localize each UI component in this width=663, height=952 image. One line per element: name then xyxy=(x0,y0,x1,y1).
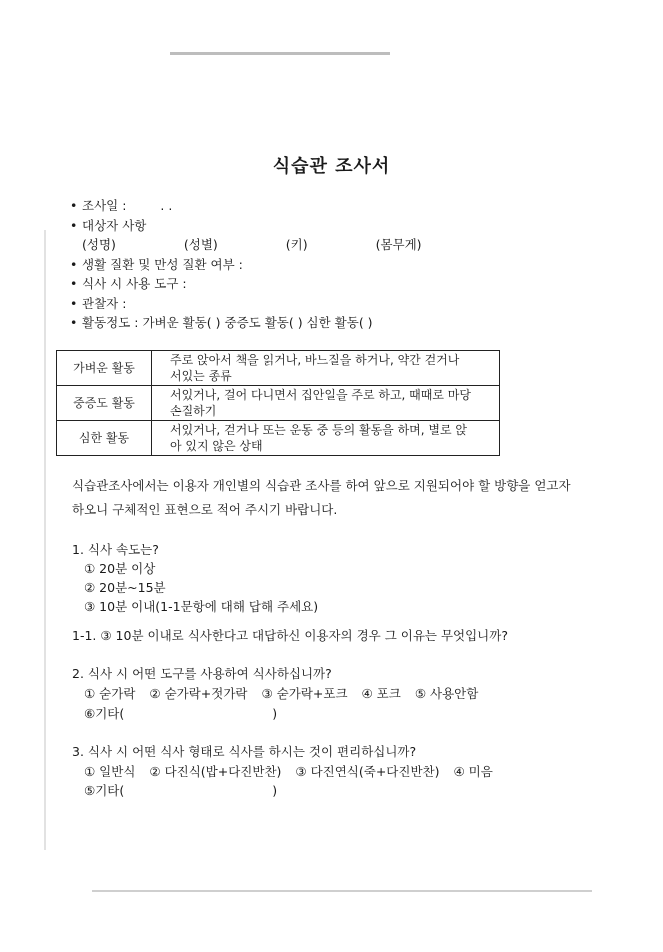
subject-fields xyxy=(82,235,422,253)
q1-option-1[interactable]: ① 20분 이상 xyxy=(84,561,156,576)
table-row xyxy=(57,351,500,386)
activity-line xyxy=(70,313,373,331)
q2-other xyxy=(84,704,277,722)
subject-line xyxy=(70,216,146,234)
tools-line xyxy=(70,274,187,292)
table-row xyxy=(57,421,500,456)
tools-label: 식사 시 사용 도구 : xyxy=(82,276,187,291)
q2-other-label[interactable]: ⑥기타( xyxy=(84,706,125,721)
bullet: • xyxy=(70,218,78,233)
q3-options xyxy=(84,762,493,780)
activity-label: 활동정도 : 가벼운 활동( ) 중증도 활동( ) 심한 활동( ) xyxy=(82,315,373,330)
scan-edge-left xyxy=(44,230,46,850)
question-2: 2. 식사 시 어떤 도구를 사용하여 식사하십니까? xyxy=(72,666,332,681)
q3-option-2[interactable]: ② 다진식(밥+다진반찬) xyxy=(149,764,282,779)
observer-label: 관찰자 : xyxy=(82,296,127,311)
gender-label: (성별) xyxy=(183,237,218,252)
page-title: 식습관 조사서 xyxy=(272,156,391,177)
q3-other xyxy=(84,781,277,799)
subject-label: 대상자 사항 xyxy=(82,218,147,233)
bullet: • xyxy=(70,296,78,311)
activity-level-label: 중증도 활동 xyxy=(57,386,152,421)
scan-edge-bottom xyxy=(92,890,592,892)
question-1-1: 1-1. ③ 10분 이내로 식사한다고 대답하신 이용자의 경우 그 이유는 무엇입니까? xyxy=(72,628,508,643)
intro-line-1: 식습관조사에서는 이용자 개인별의 식습관 조사를 하여 앞으로 지원되어야 할 방향을 얻고자 xyxy=(72,478,571,493)
q2-other-close: ) xyxy=(272,706,278,721)
survey-date-line xyxy=(70,196,172,214)
question-1: 1. 식사 속도는? xyxy=(72,542,159,557)
disease-line xyxy=(70,255,243,273)
intro-line-2: 하오니 구체적인 표현으로 적어 주시기 바랍니다. xyxy=(72,502,338,517)
q3-other-label[interactable]: ⑤기타( xyxy=(84,783,125,798)
q3-other-close: ) xyxy=(272,783,278,798)
q1-option-3[interactable]: ③ 10분 이내(1-1문항에 대해 답해 주세요) xyxy=(84,599,319,614)
disease-label: 생활 질환 및 만성 질환 여부 : xyxy=(82,257,243,272)
table-row xyxy=(57,386,500,421)
question-3: 3. 식사 시 어떤 식사 형태로 식사를 하시는 것이 편리하십니까? xyxy=(72,744,417,759)
q2-option-3[interactable]: ③ 숟가락+포크 xyxy=(261,686,348,701)
q1-option-2[interactable]: ② 20분~15분 xyxy=(84,580,166,595)
height-label: (키) xyxy=(285,237,308,252)
activity-level-label: 가벼운 활동 xyxy=(57,351,152,386)
activity-level-label: 심한 활동 xyxy=(57,421,152,456)
weight-label: (몸무게) xyxy=(375,237,422,252)
bullet: • xyxy=(70,315,78,330)
name-label: (성명) xyxy=(82,237,116,252)
survey-date-label: 조사일 : xyxy=(82,198,127,213)
scan-edge-top xyxy=(170,52,390,55)
q3-option-1[interactable]: ① 일반식 xyxy=(84,764,136,779)
observer-line xyxy=(70,294,126,312)
q3-option-4[interactable]: ④ 미음 xyxy=(453,764,493,779)
bullet: • xyxy=(70,257,78,272)
activity-table xyxy=(56,350,500,456)
q2-option-1[interactable]: ① 숟가락 xyxy=(84,686,136,701)
q2-options xyxy=(84,684,478,702)
activity-level-desc: 주로 앉아서 책을 읽거나, 바느질을 하거나, 약간 걷거나 서있는 종류 xyxy=(152,351,500,386)
bullet: • xyxy=(70,276,78,291)
bullet: • xyxy=(70,198,78,213)
activity-level-desc: 서있거나, 걷거나 또는 운동 중 등의 활동을 하며, 별로 앉 아 있지 않은 상태 xyxy=(152,421,500,456)
activity-level-desc: 서있거나, 걸어 다니면서 집안일을 주로 하고, 때때로 마당 손질하기 xyxy=(152,386,500,421)
intro-paragraph xyxy=(72,474,632,522)
q2-option-2[interactable]: ② 숟가락+젓가락 xyxy=(149,686,248,701)
survey-date-dots: . . xyxy=(160,198,173,213)
q3-option-3[interactable]: ③ 다진연식(죽+다진반찬) xyxy=(295,764,440,779)
q2-option-5[interactable]: ⑤ 사용안함 xyxy=(414,686,479,701)
q2-option-4[interactable]: ④ 포크 xyxy=(361,686,401,701)
